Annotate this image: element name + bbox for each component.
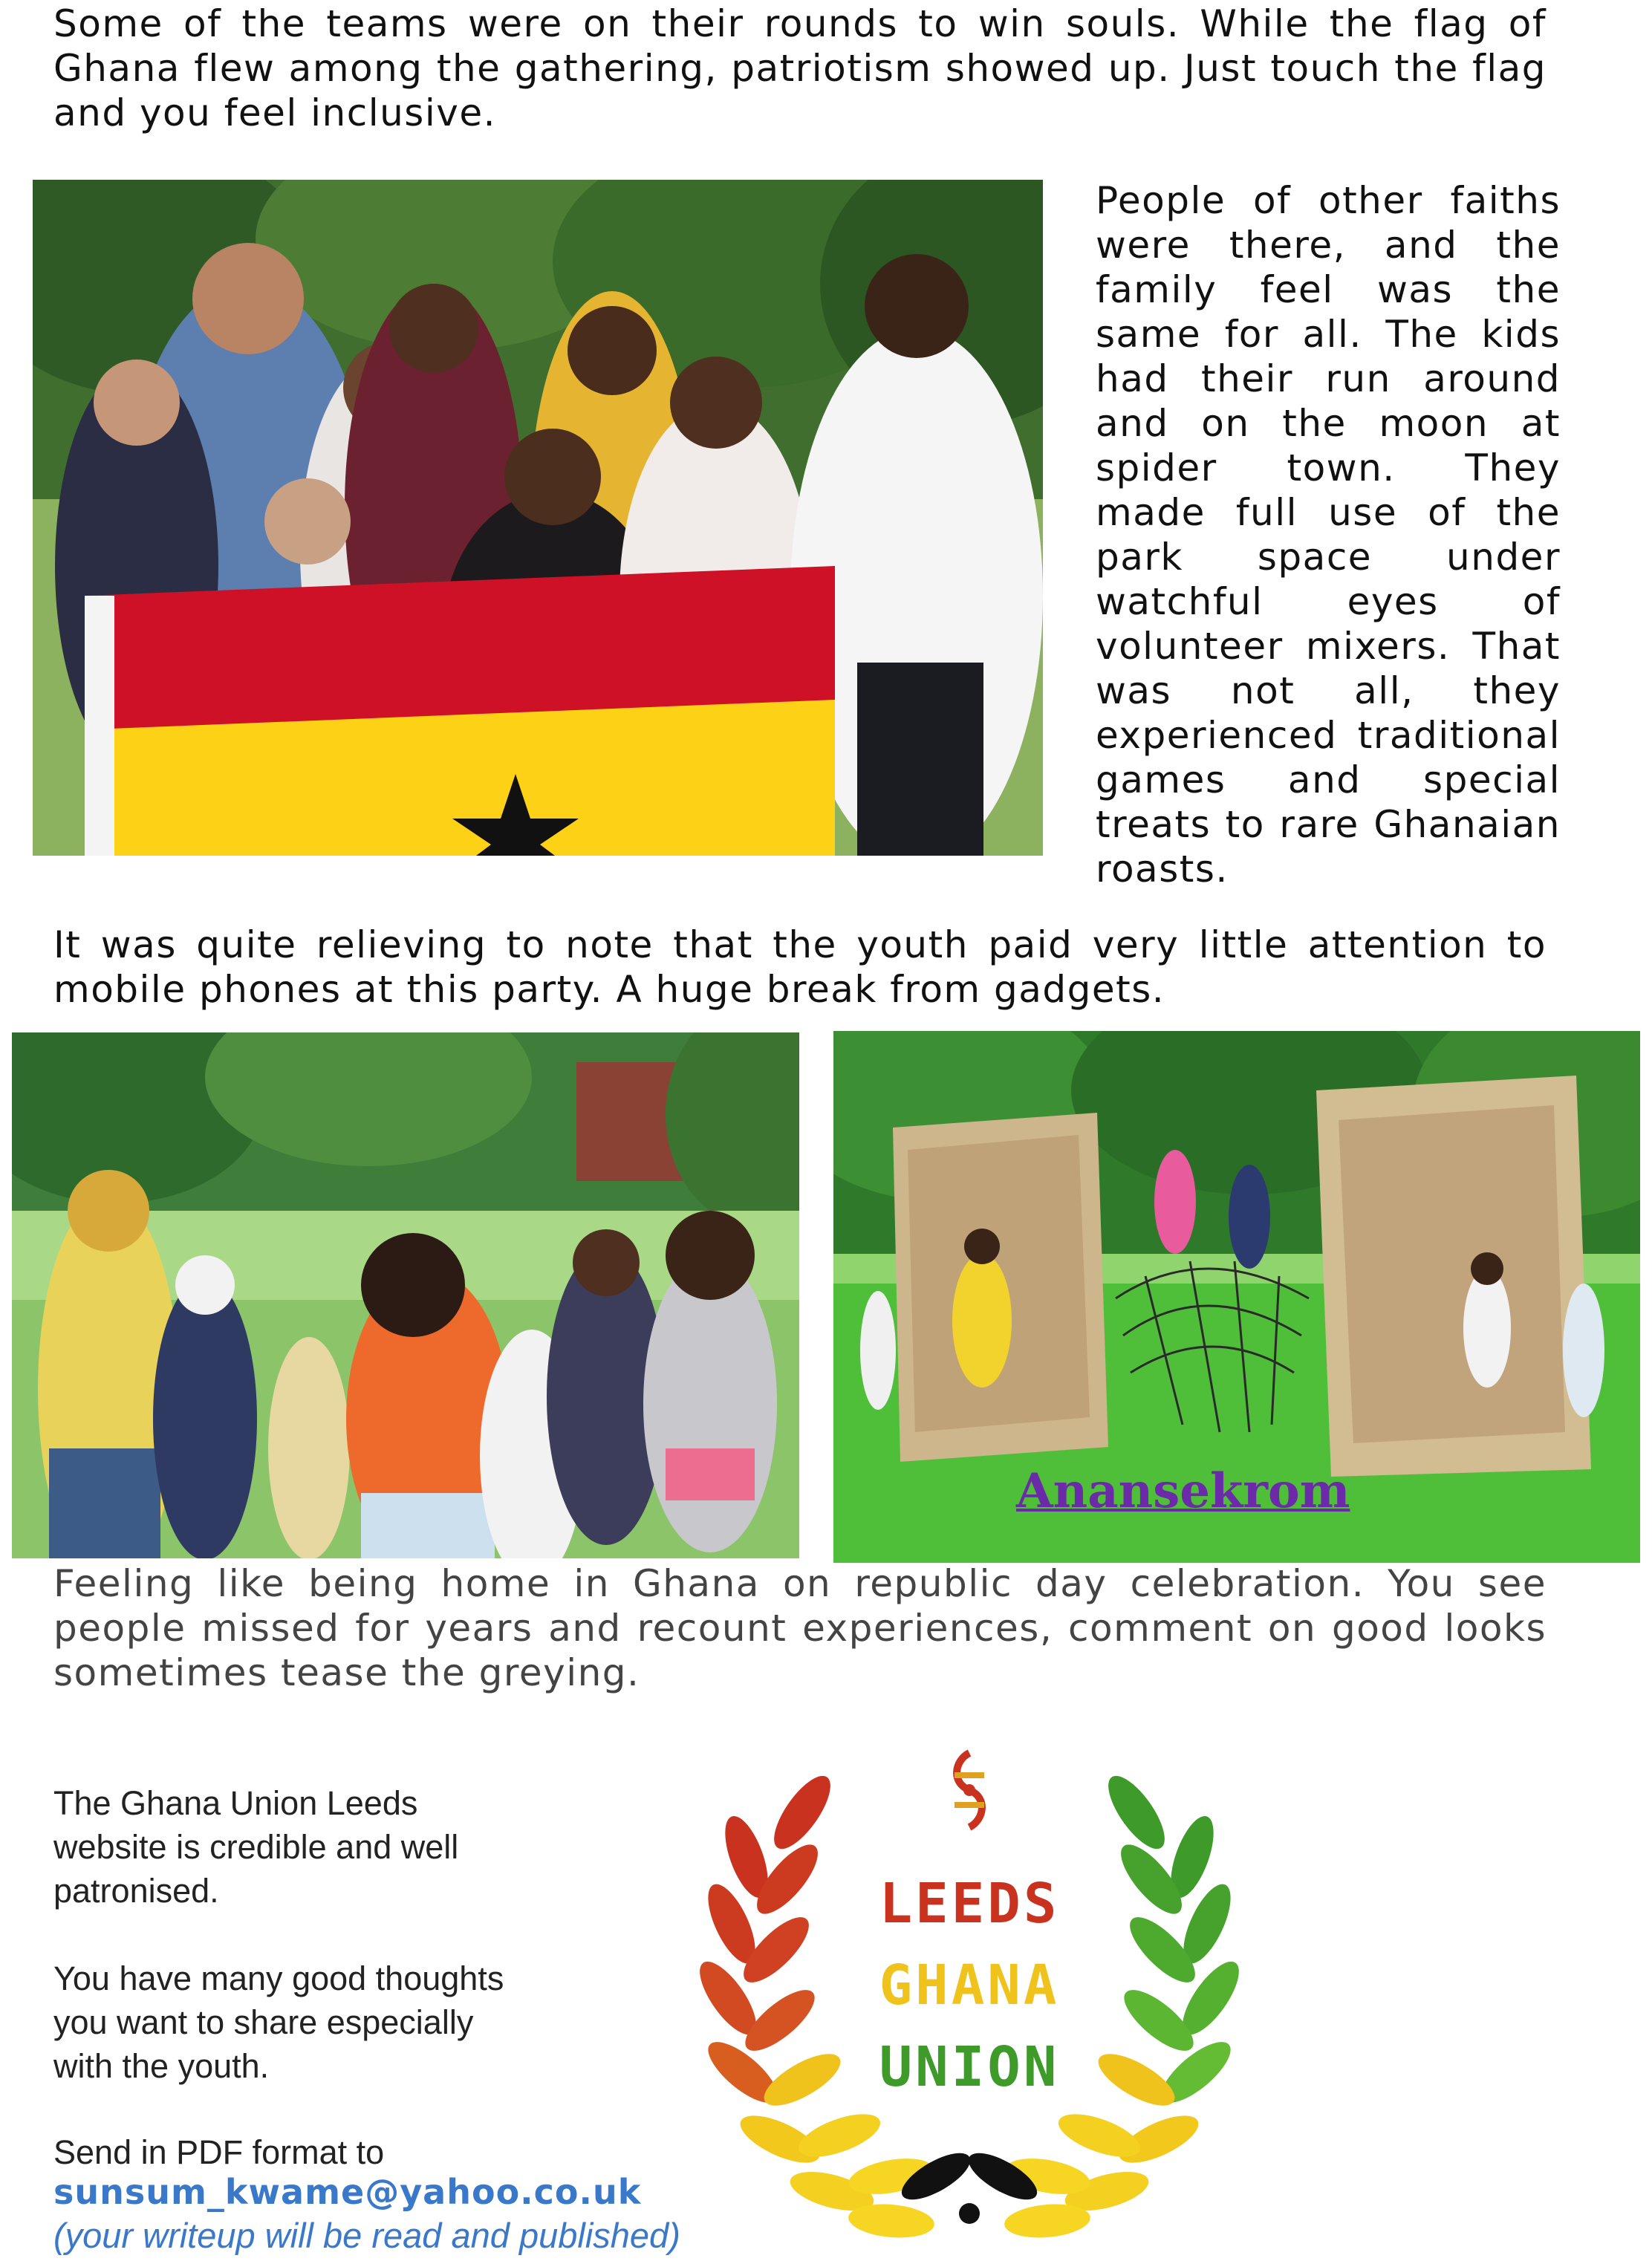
website-note: The Ghana Union Leeds website is credible and well patronised. <box>53 1784 459 1910</box>
leeds-ghana-union-logo <box>691 1731 1248 2261</box>
logo-word-union: UNION <box>879 2035 1060 2099</box>
flag-group-photo <box>33 180 1043 856</box>
logo-word-ghana: GHANA <box>879 1954 1060 2017</box>
youth-paragraph: It was quite relieving to note that the youth paid very little attention to mobile phones at this party. A huge break from gadgets. <box>53 923 1547 1011</box>
gye-nyame-symbol-icon <box>955 1753 984 1827</box>
kids-park-photo <box>12 1032 799 1558</box>
logo-word-leeds: LEEDS <box>879 1872 1060 1936</box>
anansekrom-caption: Anansekrom <box>1016 1463 1350 1519</box>
home-paragraph: Feeling like being home in Ghana on republic day celebration. You see people missed for years and recount experiences, comment on good looks sometimes tease the greying. <box>53 1562 1547 1694</box>
share-thoughts-note: You have many good thoughts you want to share especially with the youth. <box>53 1959 504 2085</box>
email-link[interactable]: sunsum_kwame@yahoo.co.uk <box>53 2172 642 2212</box>
intro-paragraph: Some of the teams were on their rounds to win souls. While the flag of Ghana flew among the gathering, patriotism showed up. Just touch the flag and you feel inclusive. <box>53 2 1547 134</box>
publish-note: (your writeup will be read and published) <box>53 2216 680 2255</box>
faiths-paragraph: People of other faiths were there, and the family feel was the same for all. The kids had their run around and on the moon at spider town. They made full use of the park space under watchful eyes of volunteer mixers. That was not all, they experienced traditional games and special treats to rare Ghanaian roasts. <box>1096 179 1561 891</box>
send-pdf-note: Send in PDF format to <box>53 2133 385 2171</box>
